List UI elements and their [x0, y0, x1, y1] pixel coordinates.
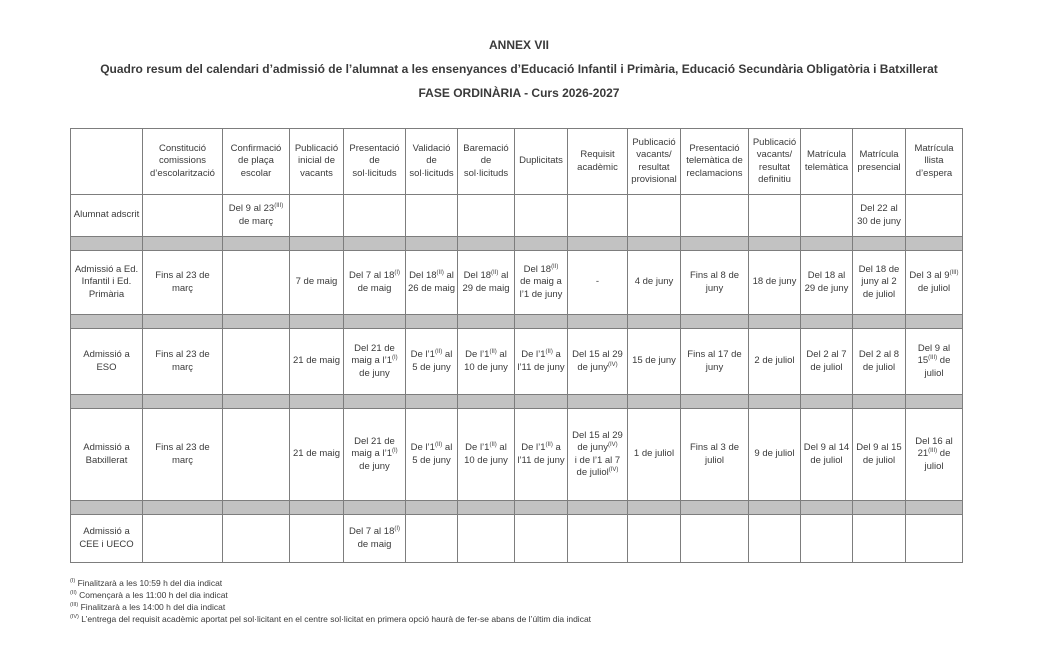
separator-cell: [406, 395, 458, 409]
calendar-cell: -: [568, 251, 628, 315]
calendar-cell: Del 9 al $23^{(III)}$ de març: [223, 195, 290, 237]
separator-cell: [681, 395, 749, 409]
column-header: Duplicitats: [515, 129, 568, 195]
calendar-cell: 1 de juliol: [628, 409, 681, 501]
separator-cell: [749, 501, 801, 515]
calendar-cell: Del 18 al 29 de juny: [801, 251, 853, 315]
column-header: Publicació inicial de vacants: [290, 129, 344, 195]
separator-cell: [71, 501, 143, 515]
calendar-cell: De $l’1^{(II)}$ al 5 de juny: [406, 329, 458, 395]
calendar-cell: De $l’1^{(II)}$ a l’11 de juny: [515, 409, 568, 501]
separator-cell: [344, 501, 406, 515]
separator-cell: [681, 501, 749, 515]
separator-cell: [853, 395, 906, 409]
calendar-cell: 15 de juny: [628, 329, 681, 395]
calendar-cell: [223, 409, 290, 501]
table-body: [71, 195, 963, 563]
separator-row: [71, 237, 963, 251]
calendar-cell: Del 15 al 29 de juny$^{(IV)}$ i de l’1 al 7 de juliol$^{(IV)}$: [568, 409, 628, 501]
calendar-cell: Fins al 23 de març: [143, 409, 223, 501]
document-subtitle: Quadro resum del calendari d’admissió de l’alumnat a les ensenyances d’Educació Infantil i Primària, Educació Secundària Obligatòria i Batxillerat: [100, 62, 938, 76]
calendar-cell: Del $18^{(II)}$ al 26 de maig: [406, 251, 458, 315]
separator-cell: [344, 395, 406, 409]
calendar-cell: Del 21 de maig a $l’1^{(I)}$ de juny: [344, 409, 406, 501]
row-label: Admissió a CEE i UECO: [71, 515, 143, 563]
calendar-cell: [906, 515, 963, 563]
calendar-cell: [906, 195, 963, 237]
separator-cell: [290, 315, 344, 329]
data-row: [71, 251, 963, 315]
separator-cell: [681, 315, 749, 329]
separator-row: [71, 315, 963, 329]
column-header: Baremació de sol·licituds: [458, 129, 515, 195]
column-header: Constitució comissions d’escolarització: [143, 129, 223, 195]
calendar-cell: Del 2 al 7 de juliol: [801, 329, 853, 395]
calendar-cell: Del 16 al $21^{(III)}$ de juliol: [906, 409, 963, 501]
separator-cell: [344, 237, 406, 251]
separator-cell: [749, 395, 801, 409]
phase-title: FASE ORDINÀRIA - Curs 2026-2027: [418, 86, 620, 100]
calendar-cell: Fins al 8 de juny: [681, 251, 749, 315]
calendar-cell: [344, 195, 406, 237]
separator-cell: [628, 395, 681, 409]
calendar-cell: [749, 515, 801, 563]
separator-cell: [568, 395, 628, 409]
separator-cell: [906, 501, 963, 515]
row-label: Admissió a Batxillerat: [71, 409, 143, 501]
calendar-cell: [143, 195, 223, 237]
separator-cell: [681, 237, 749, 251]
separator-cell: [906, 237, 963, 251]
footnote: $^{(II)}$ Començarà a les 11:00 h del dia indicat: [70, 590, 228, 600]
column-header: Matrícula llista d’espera: [906, 129, 963, 195]
calendar-cell: [406, 195, 458, 237]
footnote: $^{(IV)}$ L’entrega del requisit acadèmic aportat pel sol·licitant en el centre sol·licitat en primera opció haurà de fer-se abans de l’últim dia indicat: [70, 614, 592, 624]
separator-cell: [290, 501, 344, 515]
calendar-cell: Del 2 al 8 de juliol: [853, 329, 906, 395]
calendar-cell: [290, 195, 344, 237]
row-label: Alumnat adscrit: [71, 195, 143, 237]
separator-cell: [568, 237, 628, 251]
column-header: Presentació telemàtica de reclamacions: [681, 129, 749, 195]
row-label: Admissió a Ed. Infantil i Ed. Primària: [71, 251, 143, 315]
separator-cell: [801, 237, 853, 251]
admission-calendar-table: [70, 128, 963, 563]
separator-cell: [71, 315, 143, 329]
separator-cell: [628, 237, 681, 251]
separator-cell: [801, 395, 853, 409]
calendar-cell: [681, 195, 749, 237]
calendar-cell: Del 18 de juny al 2 de juliol: [853, 251, 906, 315]
separator-cell: [143, 501, 223, 515]
calendar-cell: 21 de maig: [290, 329, 344, 395]
separator-cell: [515, 395, 568, 409]
calendar-cell: Fins al 3 de juliol: [681, 409, 749, 501]
calendar-cell: Fins al 23 de març: [143, 329, 223, 395]
column-header: Matrícula telemàtica: [801, 129, 853, 195]
calendar-cell: Del 21 de maig a $l’1^{(I)}$ de juny: [344, 329, 406, 395]
separator-cell: [223, 501, 290, 515]
calendar-cell: [801, 195, 853, 237]
calendar-cell: Del 15 al 29 de juny$^{(IV)}$: [568, 329, 628, 395]
separator-cell: [749, 315, 801, 329]
calendar-cell: [406, 515, 458, 563]
calendar-cell: 18 de juny: [749, 251, 801, 315]
column-header: Confirmació de plaça escolar: [223, 129, 290, 195]
separator-cell: [853, 501, 906, 515]
calendar-cell: Del 7 al $18^{(I)}$ de maig: [344, 515, 406, 563]
separator-row: [71, 395, 963, 409]
separator-cell: [143, 237, 223, 251]
separator-cell: [515, 501, 568, 515]
calendar-cell: [568, 195, 628, 237]
table-header-row: [71, 129, 963, 195]
calendar-cell: De $l’1^{(II)}$ al 5 de juny: [406, 409, 458, 501]
separator-cell: [143, 315, 223, 329]
separator-cell: [853, 315, 906, 329]
footnotes: [70, 577, 591, 625]
separator-cell: [71, 395, 143, 409]
separator-row: [71, 501, 963, 515]
calendar-cell: [458, 515, 515, 563]
calendar-cell: 7 de maig: [290, 251, 344, 315]
calendar-cell: Del 9 al $15^{(III)}$ de juliol: [906, 329, 963, 395]
separator-cell: [458, 237, 515, 251]
separator-cell: [290, 237, 344, 251]
separator-cell: [628, 315, 681, 329]
data-row: [71, 409, 963, 501]
row-label: Admissió a ESO: [71, 329, 143, 395]
calendar-cell: [290, 515, 344, 563]
calendar-cell: Del 3 al $9^{(III)}$ de juliol: [906, 251, 963, 315]
calendar-cell: 2 de juliol: [749, 329, 801, 395]
data-row: [71, 329, 963, 395]
footnote: $^{(I)}$ Finalitzarà a les 10:59 h del dia indicat: [70, 578, 223, 588]
calendar-cell: Del 9 al 14 de juliol: [801, 409, 853, 501]
calendar-cell: [515, 195, 568, 237]
calendar-cell: 4 de juny: [628, 251, 681, 315]
calendar-cell: Del 7 al $18^{(I)}$ de maig: [344, 251, 406, 315]
separator-cell: [223, 237, 290, 251]
separator-cell: [906, 395, 963, 409]
separator-cell: [853, 237, 906, 251]
separator-cell: [628, 501, 681, 515]
separator-cell: [458, 501, 515, 515]
calendar-cell: Del 9 al 15 de juliol: [853, 409, 906, 501]
calendar-cell: [515, 515, 568, 563]
column-header: Validació de sol·licituds: [406, 129, 458, 195]
calendar-cell: [458, 195, 515, 237]
separator-cell: [143, 395, 223, 409]
calendar-cell: [143, 515, 223, 563]
corner-cell: [71, 129, 143, 195]
calendar-cell: Del $18^{(II)}$ al 29 de maig: [458, 251, 515, 315]
column-header: Publicació vacants/ resultat definitiu: [749, 129, 801, 195]
separator-cell: [344, 315, 406, 329]
calendar-cell: [853, 515, 906, 563]
calendar-cell: De $l’1^{(II)}$ al 10 de juny: [458, 409, 515, 501]
footnote: $^{(III)}$ Finalitzarà a les 14:00 h del dia indicat: [70, 602, 226, 612]
calendar-cell: De $l’1^{(II)}$ al 10 de juny: [458, 329, 515, 395]
calendar-cell: [568, 515, 628, 563]
annex-title: ANNEX VII: [488, 38, 549, 52]
separator-cell: [515, 315, 568, 329]
calendar-cell: Del 22 al 30 de juny: [853, 195, 906, 237]
calendar-cell: [628, 515, 681, 563]
separator-cell: [749, 237, 801, 251]
calendar-cell: Fins al 23 de març: [143, 251, 223, 315]
separator-cell: [223, 315, 290, 329]
separator-cell: [458, 315, 515, 329]
separator-cell: [515, 237, 568, 251]
separator-cell: [568, 315, 628, 329]
separator-cell: [801, 501, 853, 515]
calendar-cell: [749, 195, 801, 237]
calendar-cell: 9 de juliol: [749, 409, 801, 501]
calendar-cell: Del $18^{(II)}$ de maig a l’1 de juny: [515, 251, 568, 315]
data-row: [71, 515, 963, 563]
separator-cell: [406, 501, 458, 515]
separator-cell: [906, 315, 963, 329]
calendar-cell: De $l’1^{(II)}$ a l’11 de juny: [515, 329, 568, 395]
calendar-cell: [223, 251, 290, 315]
calendar-cell: Fins al 17 de juny: [681, 329, 749, 395]
data-row: [71, 195, 963, 237]
column-header: Publicació vacants/ resultat provisional: [628, 129, 681, 195]
separator-cell: [801, 315, 853, 329]
calendar-cell: [801, 515, 853, 563]
separator-cell: [406, 237, 458, 251]
separator-cell: [406, 315, 458, 329]
column-header: Matrícula presencial: [853, 129, 906, 195]
calendar-cell: [223, 515, 290, 563]
column-header: Presentació de sol·licituds: [344, 129, 406, 195]
calendar-cell: 21 de maig: [290, 409, 344, 501]
calendar-cell: [223, 329, 290, 395]
separator-cell: [458, 395, 515, 409]
separator-cell: [568, 501, 628, 515]
separator-cell: [71, 237, 143, 251]
calendar-cell: [628, 195, 681, 237]
separator-cell: [223, 395, 290, 409]
separator-cell: [290, 395, 344, 409]
calendar-cell: [681, 515, 749, 563]
column-header: Requisit acadèmic: [568, 129, 628, 195]
